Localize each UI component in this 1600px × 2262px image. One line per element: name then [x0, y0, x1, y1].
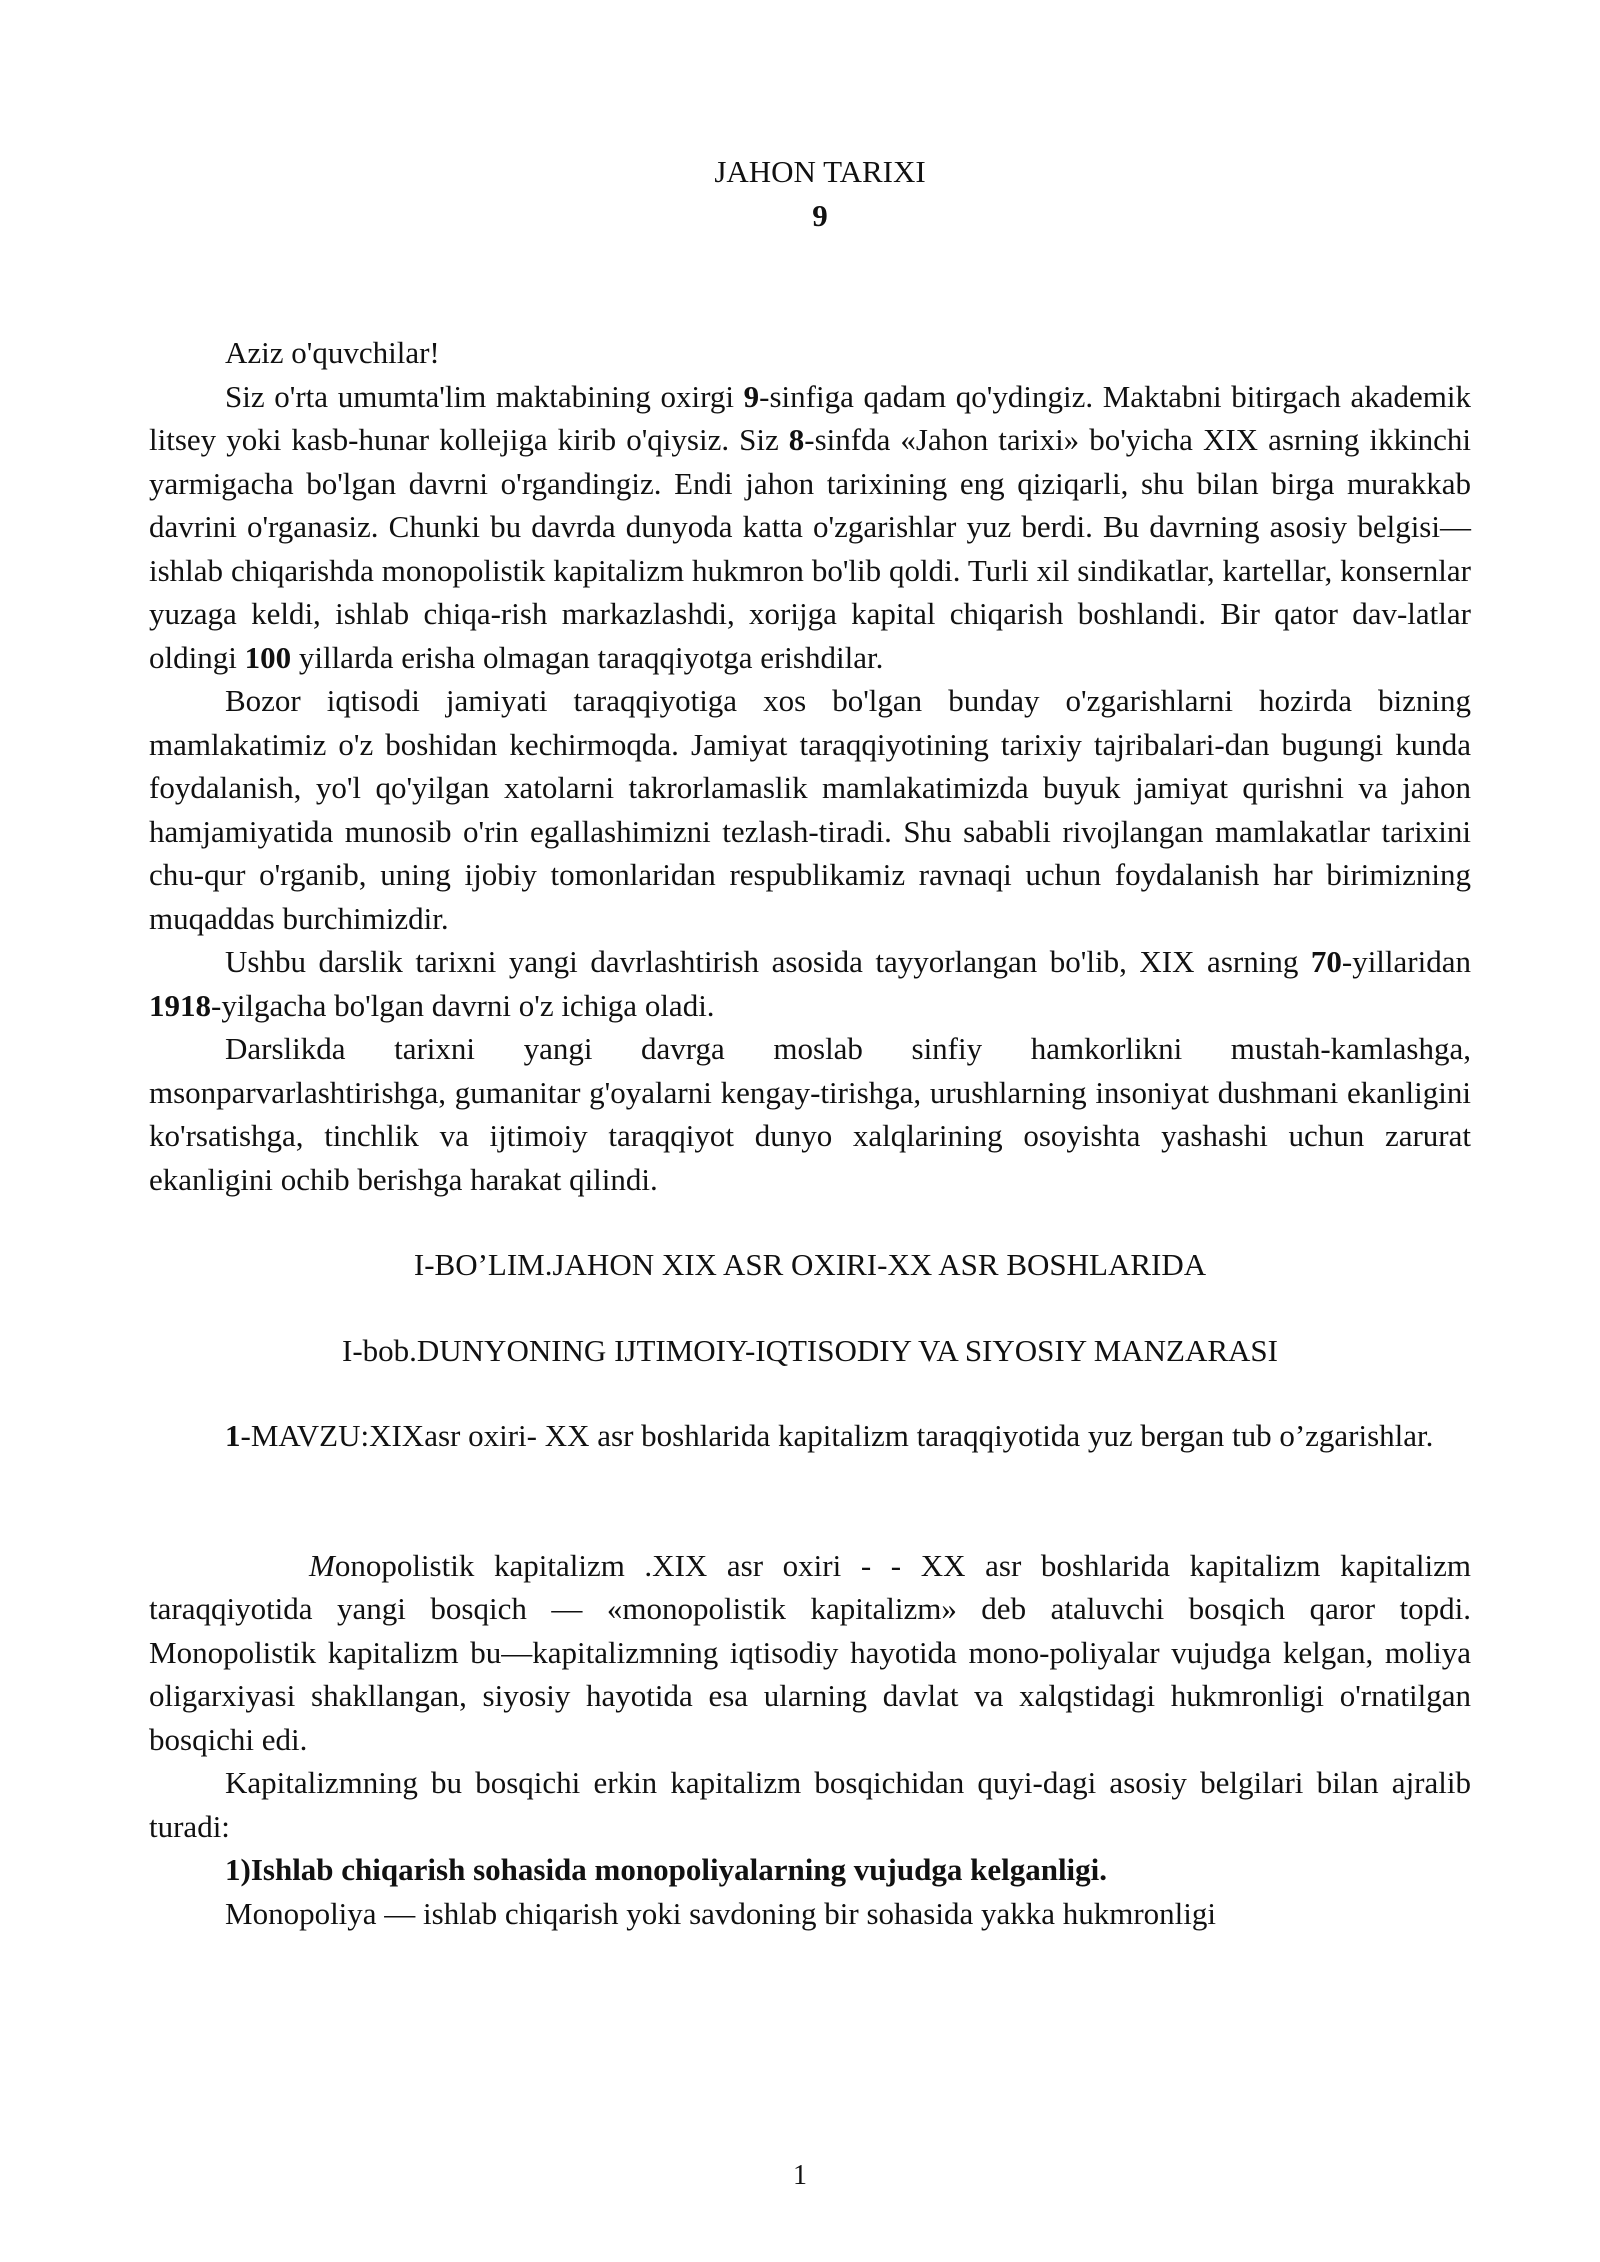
text-run: -yillaridan — [1341, 944, 1471, 979]
intro-paragraph-4: Darslikda tarixni yangi davrga moslab sinfiy hamkorlikni mustah-kamlashga, msonparvarlashtirishga, gumanitar g'oyalarni kengay-tirishga, urushlarning insoniyat dushmani ekanligini ko'rsatishga, tinchlik va ijtimoiy taraqqiyot dunyo xalqlarining osoyishta yashashi uchun zarurat ekanligini ochib berishga harakat qilindi. — [149, 1031, 1471, 1197]
list-item-1: 1)Ishlab chiqarish sohasida monopoliyalarning vujudga kelganligi. — [225, 1852, 1108, 1887]
intro-paragraph-1 — [149, 375, 1471, 680]
grade-number: 9 — [812, 197, 828, 233]
chapter-title: I-bob.DUNYONING IJTIMOIY-IQTISODIY VA SIYOSIY MANZARASI — [342, 1332, 1278, 1368]
book-title: JAHON TARIXI — [714, 154, 926, 189]
bold-number: 100 — [244, 639, 292, 675]
topic-number: 1 — [225, 1418, 241, 1453]
spacer — [149, 237, 1471, 331]
spacer — [149, 1372, 1471, 1414]
intro-paragraph-3 — [149, 940, 1471, 1027]
text-run: Siz o'rta umumta'lim maktabining oxirgi — [225, 378, 744, 414]
text-run: Ushbu darslik tarixni yangi davrlashtirish asosida tayyorlangan bo'lib, XIX asrning — [225, 944, 1311, 979]
page-content — [149, 150, 1510, 1935]
greeting: Aziz o'quvchilar! — [225, 335, 440, 370]
spacer — [149, 1287, 1471, 1329]
bold-number: 8 — [788, 422, 805, 457]
text-run: -sinfda «Jahon tarixi» bo'yicha XIX asrning ikkinchi yarmigacha bo'lgan davrni o'rgandingiz. Endi jahon tarixining eng qiziqarli, shu bilan birga murakkab davrini o'rganasiz. Chunki bu davrda dunyoda katta o'zgarishlar yuz berdi. Bu davrning asosiy belgisi—ishlab chiqarishda monopolistik kapitalizm hukmron bo'lib qoldi. Turli xil sindikatlar, kartellar, konsernlar yuzaga keldi, ishlab chiqa-rish markazlashdi, xorijga kapital chiqarish boshlandi. Bir qator dav-latlar oldingi — [149, 422, 1471, 675]
text-run: yillarda erisha olmagan taraqqiyotga erishdilar. — [291, 639, 884, 675]
topic-heading — [149, 1414, 1471, 1458]
spacer — [149, 1458, 1471, 1544]
spacer — [149, 1201, 1471, 1243]
monopolistic-capitalism-paragraph — [149, 1544, 1510, 1762]
part-title: I-BO’LIM.JAHON XIX ASR OXIRI-XX ASR BOSHLARIDA — [413, 1247, 1207, 1282]
bold-number: 70 — [1310, 944, 1342, 979]
bold-number: 1918 — [149, 987, 211, 1023]
text-run: -sinfiga qadam qo'ydingiz. Maktabni bitirgach akademik litsey yoki kasb-hunar kollejiga kirib o'qiysiz. Siz — [149, 378, 1471, 457]
intro-paragraph-2: Bozor iqtisodi jamiyati taraqqiyotiga xos bo'lgan bunday o'zgarishlarni hozirda bizning mamlakatimiz o'z boshidan kechirmoqda. Jamiyat taraqqiyotining tarixiy tajribalari-dan bugungi kunda foydalanish, yo'l qo'yilgan xatolarni takrorlamaslik mamlakatimizda buyuk jamiyat qurishni va jahon hamjamiyatida munosib o'rin egallashimizni tezlash-tiradi. Shu sababli rivojlangan mamlakatlar tarixini chu-qur o'rganib, uning ijobiy tomonlaridan respublikamiz ravnaqi uchun foydalanish har birimizning muqaddas burchimizdir. — [149, 683, 1471, 936]
topic-text: -MAVZU:XIXasr oxiri- XX asr boshlarida kapitalizm taraqqiyotida yuz bergan tub o’zgarishlar. — [240, 1418, 1434, 1453]
monopoliya-paragraph: Monopoliya — ishlab chiqarish yoki savdoning bir sohasida yakka hukmronligi — [225, 1895, 1217, 1931]
text-run: -yilgacha bo'lgan davrni o'z ichiga oladi. — [211, 987, 715, 1023]
text-run: onopolistik kapitalizm .XIX asr oxiri - - XX asr boshlarida kapitalizm kapitalizm taraqqiyotida yangi bosqich — «monopolistik kapitalizm» deb ataluvchi bosqich qaror topdi. Monopolistik kapitalizm bu—kapitalizmning iqtisodiy hayotida mono-poliyalar vujudga kelgan, moliya oligarxiyasi shakllangan, siyosiy hayotida esa ularning davlat va xalqstidagi hukmronligi o'rnatilgan bosqichi edi. — [149, 1547, 1510, 1757]
page-number: 1 — [793, 2160, 807, 2191]
bold-number: 9 — [743, 378, 760, 414]
stage-paragraph: Kapitalizmning bu bosqichi erkin kapitalizm bosqichidan quyi-dagi asosiy belgilari bilan ajralib turadi: — [149, 1765, 1471, 1844]
italic-initial: M — [309, 1547, 335, 1583]
